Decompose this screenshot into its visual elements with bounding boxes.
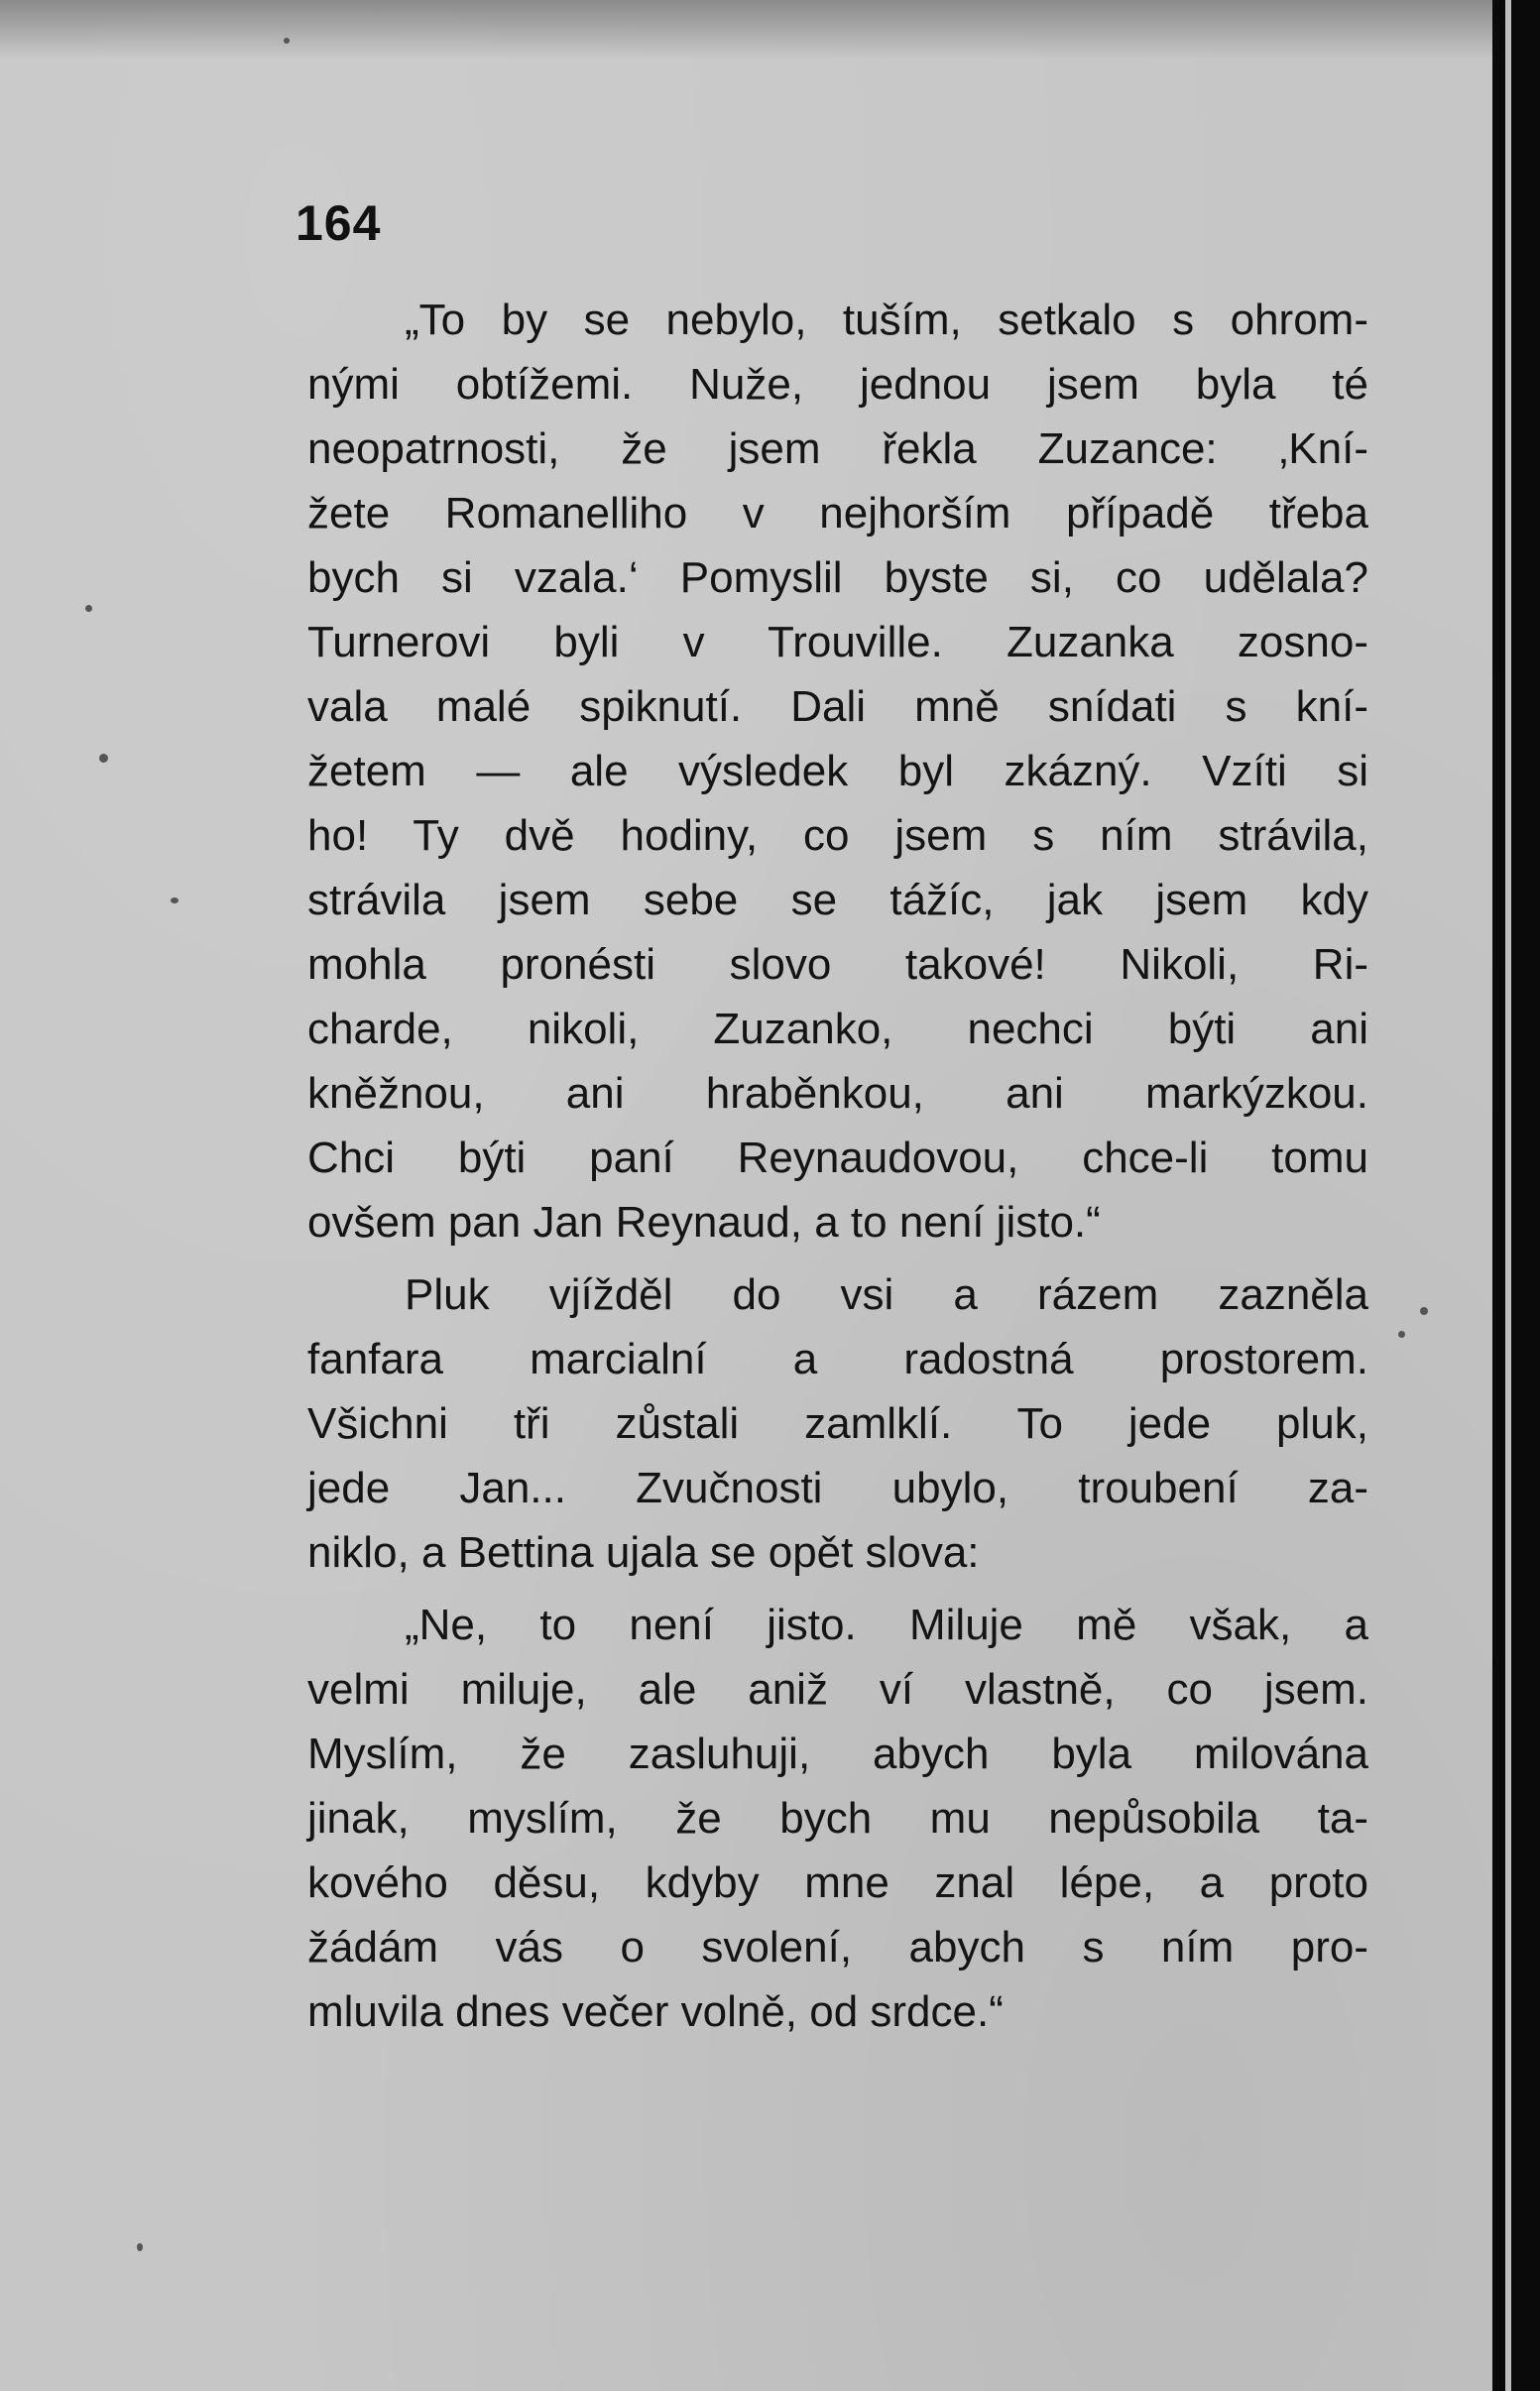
scan-speck (284, 38, 290, 44)
scan-speck (99, 754, 108, 763)
scan-speck (85, 605, 92, 612)
scan-speck (137, 2243, 143, 2251)
text-line: neopatrnosti, že jsem řekla Zuzance: ‚Kní- (307, 424, 1368, 473)
text-line: niklo, a Bettina ujala se opět slova: (307, 1528, 980, 1577)
text-line: nými obtížemi. Nuže, jednou jsem byla té (307, 360, 1368, 409)
text-line: jede Jan... Zvučnosti ubylo, troubení za- (307, 1464, 1368, 1512)
text-line: Myslím, že zasluhuji, abych byla milována (307, 1730, 1368, 1778)
text-line: mluvila dnes večer volně, od srdce.“ (307, 1987, 1004, 2036)
text-line: fanfara marcialní a radostná prostorem. (307, 1335, 1368, 1383)
text-line: žádám vás o svolení, abych s ním pro- (307, 1923, 1368, 1972)
text-line: kněžnou, ani hraběnkou, ani markýzkou. (307, 1069, 1368, 1118)
text-line: Pluk vjížděl do vsi a rázem zazněla (405, 1270, 1368, 1319)
text-line: jinak, myslím, že bych mu nepůsobila ta- (307, 1794, 1368, 1843)
text-line: „To by se nebylo, tuším, setkalo s ohrom- (405, 296, 1368, 344)
text-line: Turnerovi byli v Trouville. Zuzanka zosno- (307, 618, 1368, 666)
text-line: ho! Ty dvě hodiny, co jsem s ním strávila, (307, 811, 1368, 860)
text-line: kového děsu, kdyby mne znal lépe, a proto (307, 1858, 1368, 1907)
text-line: velmi miluje, ale aniž ví vlastně, co jsem. (307, 1665, 1368, 1714)
body-text (307, 288, 1368, 2044)
text-line: Všichni tři zůstali zamlklí. To jede pluk, (307, 1399, 1368, 1448)
text-line: žete Romanelliho v nejhorším případě třeba (307, 489, 1368, 538)
page-number: 164 (296, 195, 382, 251)
scan-speck (171, 897, 178, 903)
text-line: Chci býti paní Reynaudovou, chce-li tomu (307, 1134, 1368, 1182)
text-line: bych si vzala.‘ Pomyslil byste si, co udělala? (307, 553, 1368, 602)
page-right-edge (1492, 0, 1540, 2391)
text-line: ovšem pan Jan Reynaud, a to není jisto.“ (307, 1198, 1101, 1247)
text-line: žetem — ale výsledek byl zkázný. Vzíti si (307, 747, 1368, 795)
scan-speck (1398, 1331, 1405, 1338)
page-top-shadow (0, 0, 1492, 60)
text-line: „Ne, to není jisto. Miluje mě však, a (405, 1601, 1368, 1649)
scan-speck (1420, 1307, 1428, 1315)
text-line: vala malé spiknutí. Dali mně snídati s kní- (307, 682, 1368, 731)
text-line: charde, nikoli, Zuzanko, nechci býti ani (307, 1005, 1368, 1053)
text-line: strávila jsem sebe se tážíc, jak jsem kdy (307, 876, 1368, 924)
page-edge-line (1505, 0, 1511, 2391)
text-line: mohla pronésti slovo takové! Nikoli, Ri- (307, 940, 1368, 989)
